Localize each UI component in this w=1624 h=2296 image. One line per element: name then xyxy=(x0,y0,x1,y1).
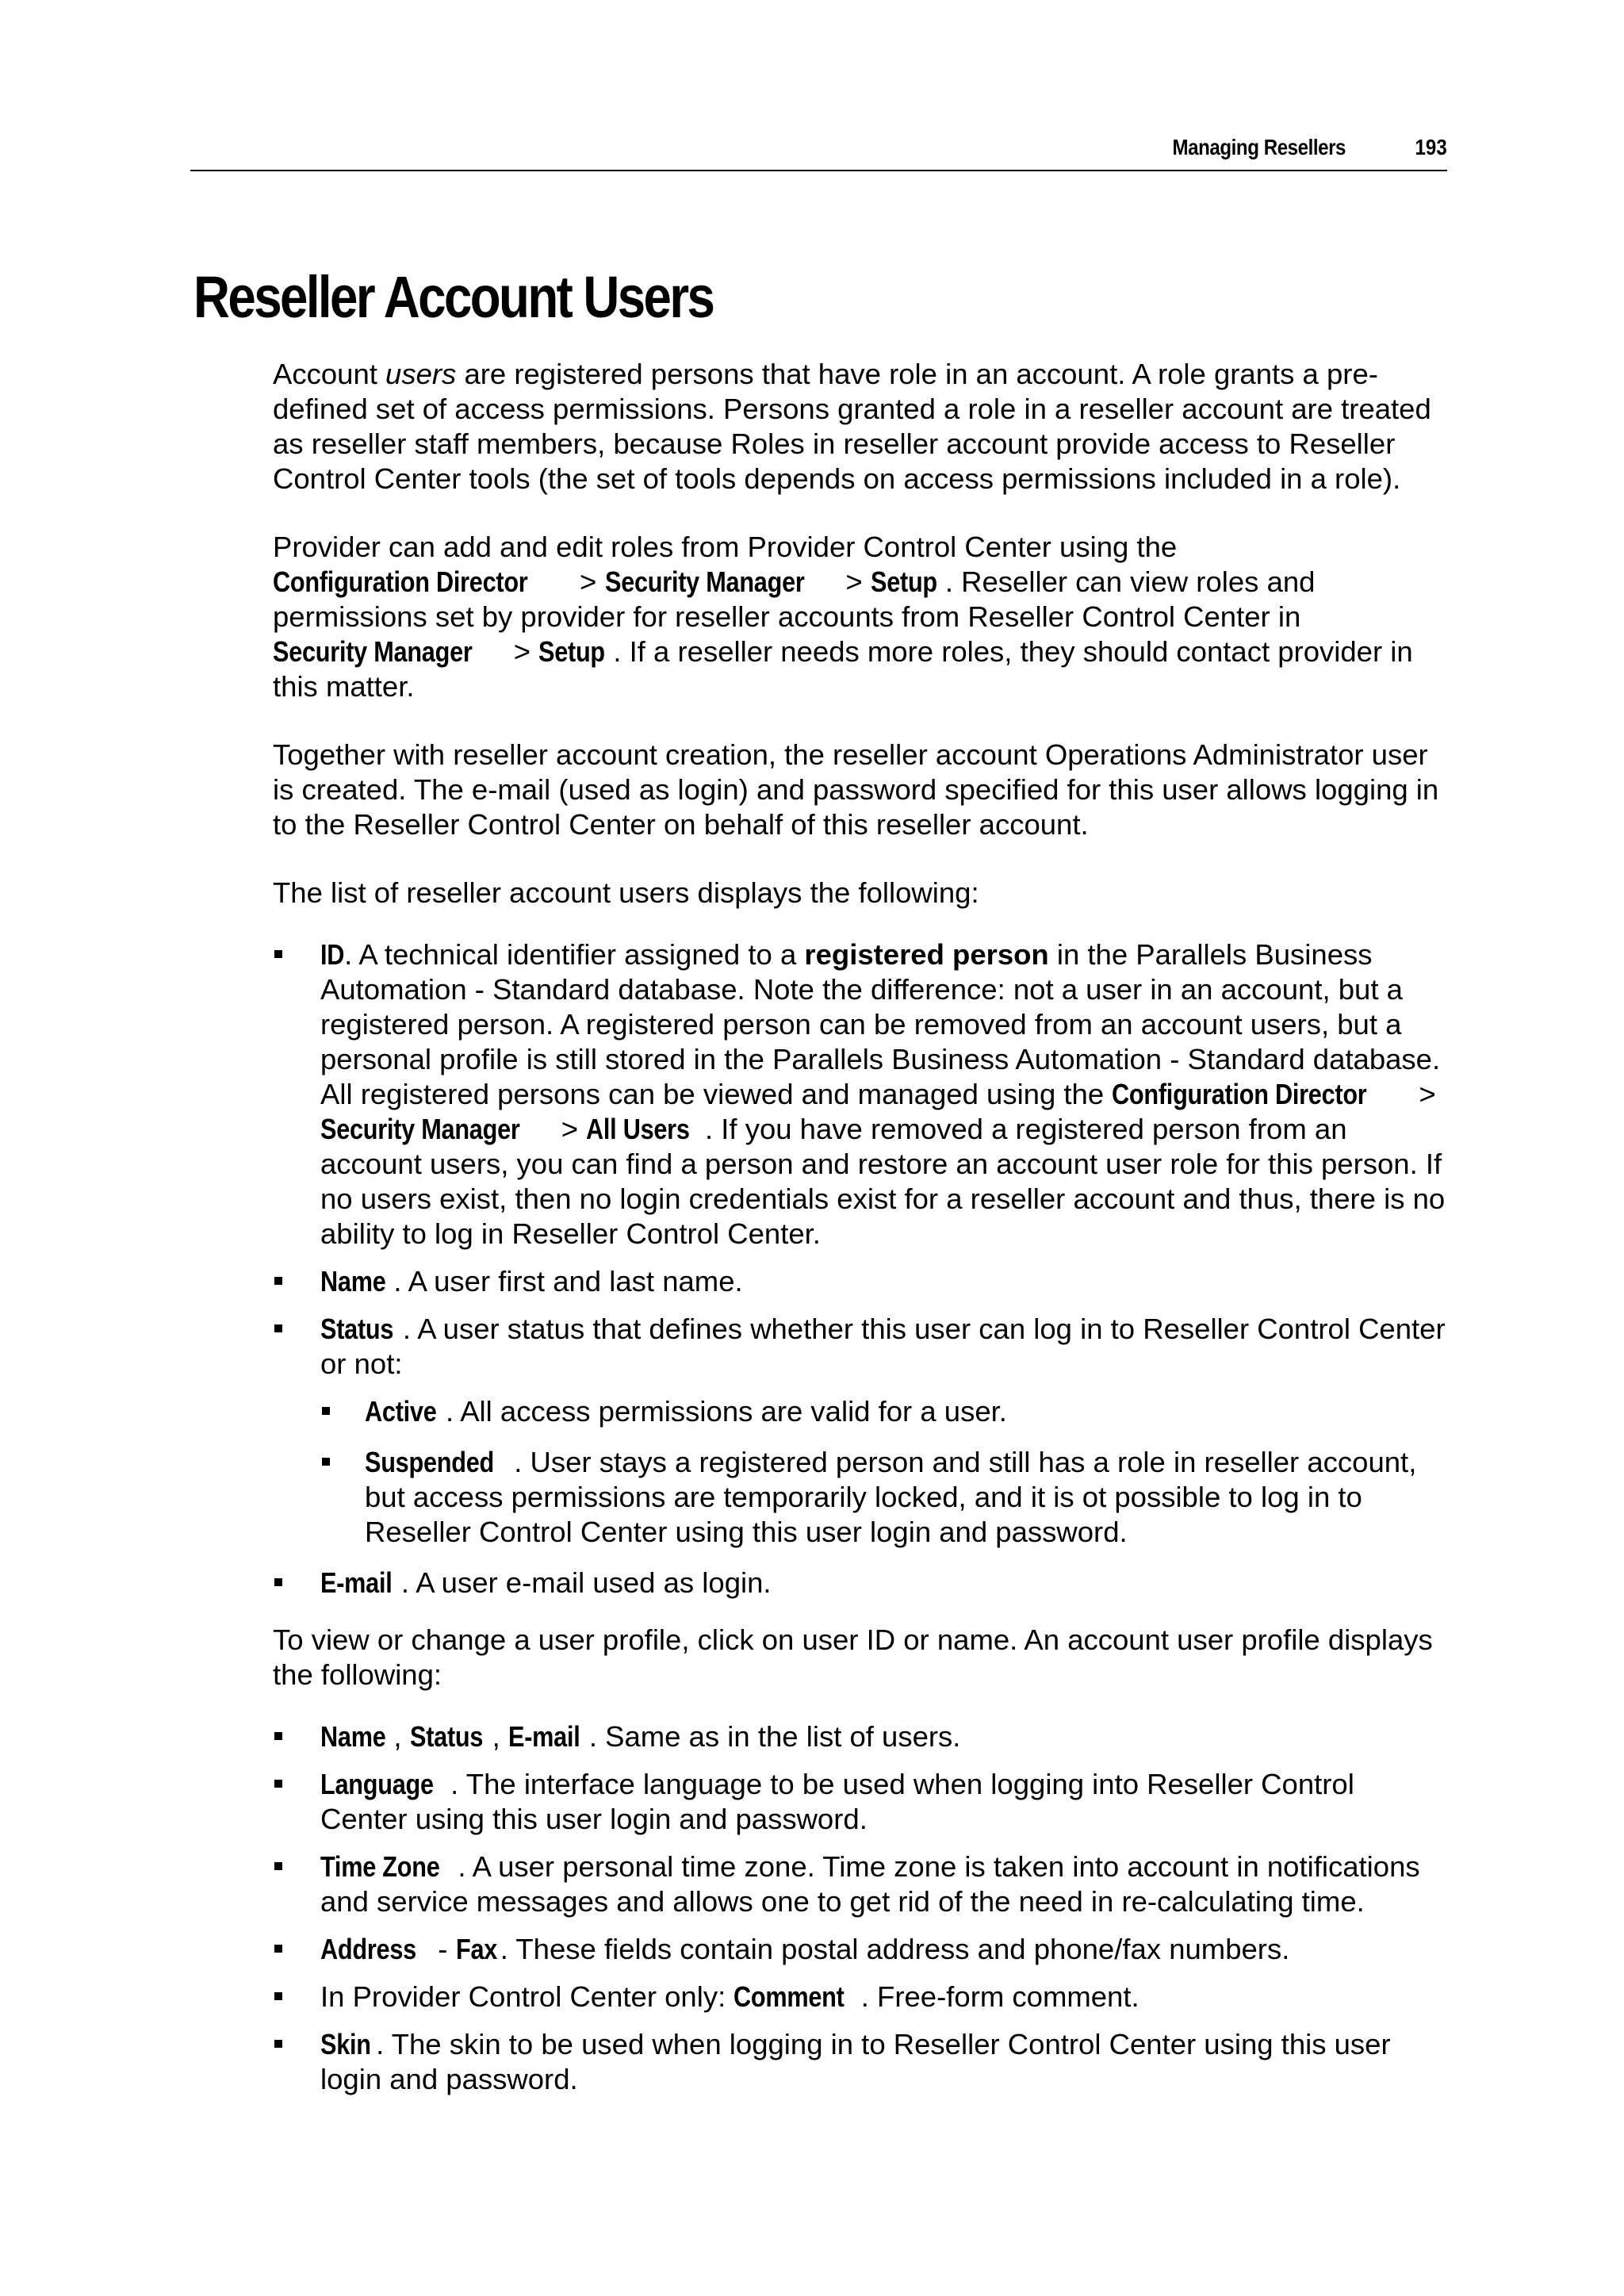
sublist-item-active: Active . All access permissions are valid for a user. xyxy=(320,1394,1448,1429)
paragraph-intro: Account users are registered persons that have role in an account. A role grants a pre-defined set of access permissions. Persons granted a role in a reseller account are treated as reseller staff members, because Roles in reseller account provide access to Reseller Control Center tools (the set of tools depends on access permissions included in a role). xyxy=(273,358,1431,495)
term-configuration-director: Configuration Director xyxy=(273,565,528,598)
term-security-manager-2: Security Manager xyxy=(273,635,473,668)
user-list-columns xyxy=(273,937,1448,1600)
strong-registered-person: registered person xyxy=(804,938,1049,971)
list-item-id: ID. A technical identifier assigned to a registered person in the Parallels Business Automation - Standard database. Note the difference: not a user in an account, but a registered person. A registered person can be removed from an account users, but a personal profile is still stored in the Parallels Business Automation - Standard database. All registered persons can be viewed and managed using the Configuration Director > Security Manager > All Users . If you have removed a registered person from an account users, you can find a person and restore an account user role for this person. If no users exist, then no login credentials exist for a reseller account and thus, there is no ability to log in Reseller Control Center. xyxy=(273,937,1448,1251)
sublist-item-suspended: Suspended . User stays a registered person and still has a role in reseller account, but access permissions are temporarily locked, and it is ot possible to log in to Reseller Control Center using this user login and password. xyxy=(320,1445,1448,1550)
running-header xyxy=(190,133,1447,171)
paragraph-list-intro: The list of reseller account users displays the following: xyxy=(273,876,979,909)
body-text xyxy=(273,357,1448,2119)
list-item-email: E-mail . A user e-mail used as login. xyxy=(273,1566,1448,1600)
list-item-status: Status . A user status that defines whether this user can log in to Reseller Control Center or not: Active . All access permissions are valid for a user. Suspended . User stays a registered person and still has a role in reseller account, but access permissions are temporarily locked, and it is ot possible to log in to Reseller Control Center using this user login and password. xyxy=(273,1312,1448,1550)
status-sublist xyxy=(320,1394,1448,1550)
list-item-address-fax: Address - Fax . These fields contain postal address and phone/fax numbers. xyxy=(273,1932,1448,1967)
list-item-language: Language . The interface language to be used when logging into Reseller Control Center using this user login and password. xyxy=(273,1767,1448,1837)
term-setup: Setup xyxy=(870,565,937,598)
page-title: Reseller Account Users xyxy=(193,264,714,330)
list-item-time-zone: Time Zone . A user personal time zone. Time zone is taken into account in notifications and service messages and allows one to get rid of the need in re-calculating time. xyxy=(273,1849,1448,1919)
term-setup-2: Setup xyxy=(538,635,606,668)
list-item-name-status-email: Name , Status , E-mail . Same as in the list of users. xyxy=(273,1719,1448,1754)
header-section-title: Managing Resellers xyxy=(1172,135,1346,159)
term-security-manager: Security Manager xyxy=(604,565,805,598)
paragraph-roles: Provider can add and edit roles from Provider Control Center using the Configuration Director > Security Manager > Setup . Reseller can view roles and permissions set by provider for reseller accounts from Reseller Control Center in Security Manager > Setup . If a reseller needs more roles, they should contact provider in this matter. xyxy=(273,531,1413,703)
list-item-skin: Skin . The skin to be used when logging in to Reseller Control Center using this user login and password. xyxy=(273,2027,1448,2097)
profile-field-list xyxy=(273,1719,1448,2097)
paragraph-ops-admin: Together with reseller account creation, the reseller account Operations Administrator user is created. The e-mail (used as login) and password specified for this user allows logging in to the Reseller Control Center on behalf of this reseller account. xyxy=(273,738,1439,841)
emphasis-users: users xyxy=(385,358,457,390)
list-item-comment: In Provider Control Center only: Comment . Free-form comment. xyxy=(273,1980,1448,2014)
list-item-name: Name . A user first and last name. xyxy=(273,1264,1448,1299)
paragraph-profile-intro: To view or change a user profile, click on user ID or name. An account user profile displays the following: xyxy=(273,1623,1433,1691)
page-number: 193 xyxy=(1415,135,1447,159)
